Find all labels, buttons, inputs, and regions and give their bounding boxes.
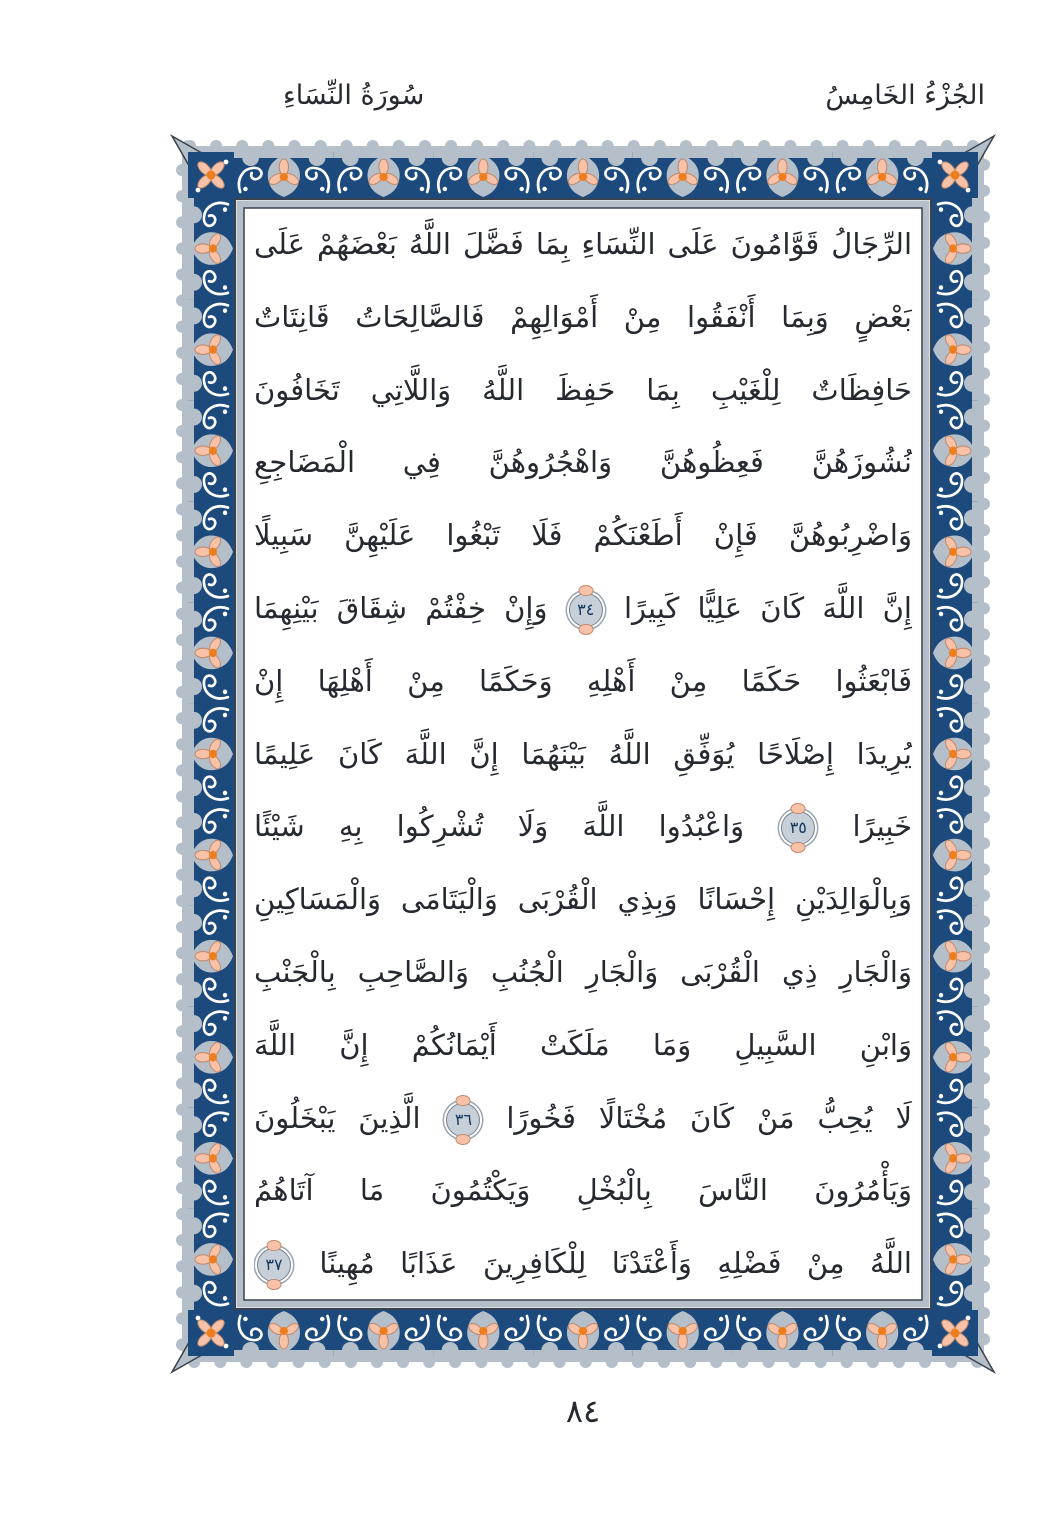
ayah-text: حَافِظَاتٌ لِلْغَيْبِ بِمَا حَفِظَ اللَّهُ وَاللَّاتِي تَخَافُونَ — [254, 372, 912, 407]
quran-line-10 — [254, 863, 912, 936]
ayah-text: وَيَأْمُرُونَ النَّاسَ بِالْبُخْلِ وَيَكْتُمُونَ مَا آتَاهُمُ — [254, 1173, 912, 1208]
verse-end-marker: ٣٧ — [257, 1248, 291, 1282]
verse-end-marker: ٣٦ — [446, 1103, 480, 1137]
verse-end-marker: ٣٥ — [781, 811, 815, 845]
ayah-text: لَا يُحِبُّ مَنْ كَانَ مُخْتَالًا فَخُورًا — [506, 1100, 912, 1135]
ayah-text: بَعْضٍ وَبِمَا أَنْفَقُوا مِنْ أَمْوَالِهِمْ فَالصَّالِحَاتُ قَانِتَاتٌ — [254, 299, 912, 334]
ayah-text: وَالْجَارِ ذِي الْقُرْبَى وَالْجَارِ الْجُنُبِ وَالصَّاحِبِ بِالْجَنْبِ — [254, 954, 912, 989]
ayah-text: اللَّهُ مِنْ فَضْلِهِ وَأَعْتَدْنَا لِلْكَافِرِينَ عَذَابًا مُهِينًا — [319, 1246, 912, 1281]
quran-line-9 — [254, 790, 912, 863]
ayah-text: وَاضْرِبُوهُنَّ فَإِنْ أَطَعْنَكُمْ فَلَا تَبْغُوا عَلَيْهِنَّ سَبِيلًا — [254, 518, 912, 553]
quran-line-1 — [254, 208, 912, 281]
surah-title: سُورَةُ النِّسَاءِ — [283, 80, 425, 111]
ayah-text: فَابْعَثُوا حَكَمًا مِنْ أَهْلِهِ وَحَكَمًا مِنْ أَهْلِهَا إِنْ — [254, 663, 912, 698]
quran-line-8 — [254, 718, 912, 791]
quran-line-5 — [254, 499, 912, 572]
quran-line-14 — [254, 1154, 912, 1227]
juz-title: الجُزْءُ الخَامِسُ — [825, 80, 985, 111]
quran-line-6 — [254, 572, 912, 645]
ayah-text: نُشُوزَهُنَّ فَعِظُوهُنَّ وَاهْجُرُوهُنَّ فِي الْمَضَاجِعِ — [254, 445, 912, 480]
quran-text-area — [248, 208, 918, 1300]
quran-line-2 — [254, 281, 912, 354]
ayah-text: وَابْنِ السَّبِيلِ وَمَا مَلَكَتْ أَيْمَانُكُمْ إِنَّ اللَّهَ — [254, 1027, 912, 1062]
ayah-text: يُرِيدَا إِصْلَاحًا يُوَفِّقِ اللَّهُ بَيْنَهُمَا إِنَّ اللَّهَ كَانَ عَلِيمًا — [254, 736, 912, 771]
quran-line-12 — [254, 1009, 912, 1082]
quran-line-4 — [254, 426, 912, 499]
ayah-text: الَّذِينَ يَبْخَلُونَ — [254, 1100, 421, 1135]
quran-line-13 — [254, 1082, 912, 1155]
decorative-border-frame — [168, 132, 998, 1376]
ayah-text: الرِّجَالُ قَوَّامُونَ عَلَى النِّسَاءِ بِمَا فَضَّلَ اللَّهُ بَعْضَهُمْ عَلَى — [254, 227, 912, 261]
verse-end-marker: ٣٤ — [569, 593, 603, 627]
quran-line-3 — [254, 354, 912, 427]
page-number: ٨٤ — [565, 1392, 601, 1430]
quran-line-7 — [254, 645, 912, 718]
ayah-text: وَبِالْوَالِدَيْنِ إِحْسَانًا وَبِذِي الْقُرْبَى وَالْيَتَامَى وَالْمَسَاكِينِ — [254, 882, 912, 917]
ayah-text: خَبِيرًا — [852, 809, 912, 844]
ayah-text: إِنَّ اللَّهَ كَانَ عَلِيًّا كَبِيرًا — [623, 590, 912, 625]
ayah-text: وَاعْبُدُوا اللَّهَ وَلَا تُشْرِكُوا بِهِ شَيْئًا — [254, 809, 745, 844]
ayah-text: وَإِنْ خِفْتُمْ شِقَاقَ بَيْنِهِمَا — [254, 590, 548, 625]
quran-line-11 — [254, 936, 912, 1009]
quran-line-15 — [254, 1227, 912, 1300]
